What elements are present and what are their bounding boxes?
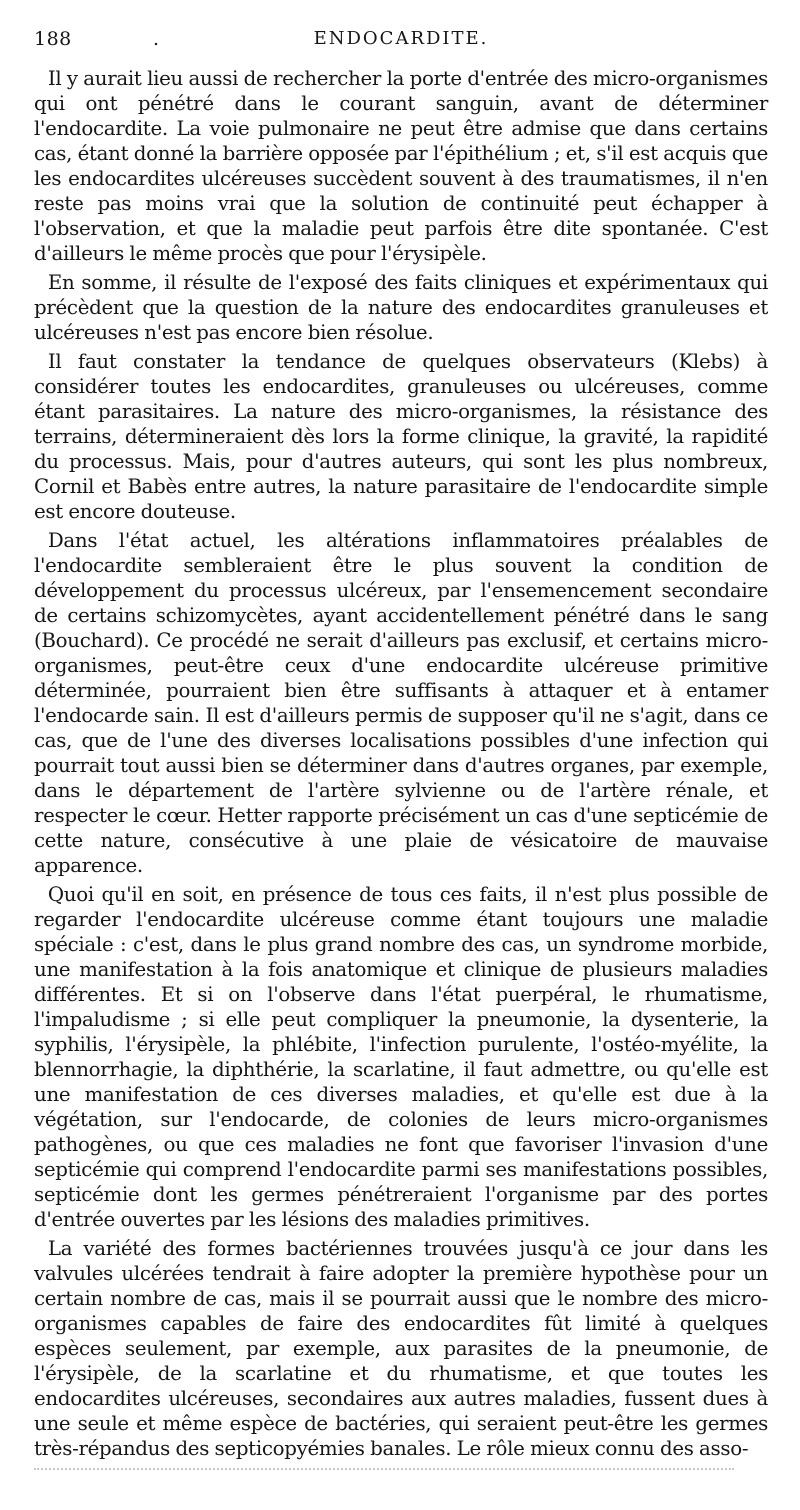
paragraph: Dans l'état actuel, les altérations inflammatoires préalables de l'endocardite sembleraient être le plus souvent la condition de développement du processus ulcéreux, par l'ensemencement secondaire de certains schizomycètes, ayant accidentellement pénétré dans le sang (Bouchard). Ce procédé ne serait d'ailleurs pas exclusif, et certains micro-organismes, peut-être ceux d'une endocardite ulcéreuse primitive déterminée, pourraient bien être suffisants à attaquer et à entamer l'endocarde sain. Il est d'ailleurs permis de supposer qu'il ne s'agit, dans ce cas, que de l'une des diverses localisations possibles d'une infection qui pourrait tout aussi bien se déterminer dans d'autres organes, par exemple, dans le département de l'artère sylvienne ou de l'artère rénale, et respecter le cœur. Hetter rapporte précisément un cas d'une septicémie de cette nature, consécutive à une plaie de vésicatoire de mauvaise apparence.	[34, 529, 768, 877]
book-page	[34, 28, 768, 1461]
header-separator: .	[153, 28, 160, 50]
paragraph: Il y aurait lieu aussi de rechercher la porte d'entrée des micro-organismes qui ont pénétré dans le courant sanguin, avant de déterminer l'endocardite. La voie pulmonaire ne peut être admise que dans certains cas, étant donné la barrière opposée par l'épithélium ; et, s'il est acquis que les endocardites ulcéreuses succèdent souvent à des traumatismes, il n'en reste pas moins vrai que la solution de continuité peut échapper à l'observation, et que la maladie peut parfois être dite spontanée. C'est d'ailleurs le même procès que pour l'érysipèle.	[34, 67, 768, 265]
paragraph: La variété des formes bactériennes trouvées jusqu'à ce jour dans les valvules ulcérées tendrait à faire adopter la première hypothèse pour un certain nombre de cas, mais il se pourrait aussi que le nombre des micro-organismes capables de faire des endocardites fût limité à quelques espèces seulement, par exemple, aux parasites de la pneumonie, de l'érysipèle, de la scarlatine et du rhumatisme, et que toutes les endocardites ulcéreuses, secondaires aux autres maladies, fussent dues à une seule et même espèce de bactéries, qui seraient peut-être les germes très-répandus des septicopyémies banales. Le rôle mieux connu des asso-	[34, 1237, 768, 1460]
footer-bleed-marks	[34, 1468, 734, 1474]
body-text	[34, 66, 768, 1461]
paragraph: En somme, il résulte de l'exposé des faits cliniques et expérimentaux qui précèdent que la question de la nature des endocardites granuleuses et ulcéreuses n'est pas encore bien résolue.	[34, 271, 768, 344]
paragraph: Quoi qu'il en soit, en présence de tous ces faits, il n'est plus possible de regarder l'endocardite ulcéreuse comme étant toujours une maladie spéciale : c'est, dans le plus grand nombre des cas, un syndrome morbide, une manifestation à la fois anatomique et clinique de plusieurs maladies différentes. Et si on l'observe dans l'état puerpéral, le rhumatisme, l'impaludisme ; si elle peut compliquer la pneumonie, la dysenterie, la syphilis, l'érysipèle, la phlébite, l'infection purulente, l'ostéo-myélite, la blennorrhagie, la diphthérie, la scarlatine, il faut admettre, ou qu'elle est une manifestation de ces diverses maladies, et qu'elle est due à la végétation, sur l'endocarde, de colonies de leurs micro-organismes pathogènes, ou que ces maladies ne font que favoriser l'invasion d'une septicémie qui comprend l'endocardite parmi ses manifestations possibles, septicémie dont les germes pénétreraient l'organisme par des portes d'entrée ouvertes par les lésions des maladies primitives.	[34, 883, 768, 1231]
running-head: ENDOCARDITE.	[313, 28, 489, 49]
paragraph: Il faut constater la tendance de quelques observateurs (Klebs) à considérer toutes les endocardites, granuleuses ou ulcéreuses, comme étant parasitaires. La nature des micro-organismes, la résistance des terrains, détermineraient dès lors la forme clinique, la gravité, la rapidité du processus. Mais, pour d'autres auteurs, qui sont les plus nombreux, Cornil et Babès entre autres, la nature parasitaire de l'endocardite simple est encore douteuse.	[34, 350, 768, 523]
page-header	[34, 28, 768, 58]
page-number: 188	[34, 28, 72, 50]
